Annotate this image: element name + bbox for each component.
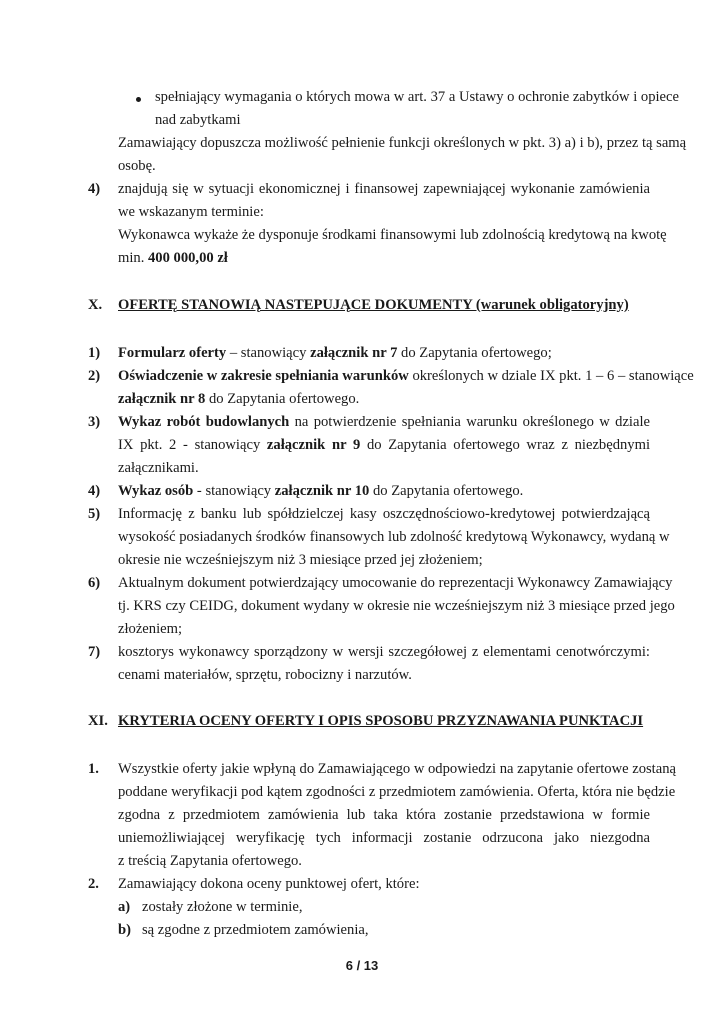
text: IX pkt. 2 - stanowiący <box>118 437 267 453</box>
item-text-line: we wskazanym terminie: <box>118 204 264 220</box>
sub-item-label: a) <box>118 899 131 915</box>
amount-value: 400 000,00 zł <box>148 250 228 266</box>
section-number: X. <box>88 297 103 313</box>
section-number: XI. <box>88 713 108 729</box>
bullet-icon <box>136 97 141 102</box>
list-item-cont: zgodna z przedmiotem zamówienia lub taka która zostanie przedstawiona w formie <box>118 807 650 823</box>
bold-text: Oświadczenie w zakresie spełniania warunków <box>118 368 409 384</box>
list-item: Zamawiający dokona oceny punktowej ofert, które: <box>118 876 420 892</box>
attachment-ref: załącznik nr 8 <box>118 391 206 407</box>
text: – stanowiący <box>226 345 311 361</box>
item-text-line: Wykonawca wykaże że dysponuje środkami finansowymi lub zdolnością kredytową na kwotę <box>118 227 667 243</box>
list-item-cont: z treścią Zapytania ofertowego. <box>118 853 302 869</box>
list-item-cont: złożeniem; <box>118 621 183 637</box>
item-number: 5) <box>88 506 101 522</box>
bold-text: Wykaz osób <box>118 483 194 499</box>
item-number: 3) <box>88 414 101 430</box>
sub-item-label: b) <box>118 922 131 938</box>
item-text-line <box>118 249 228 267</box>
list-item-cont: okresie nie wcześniejszym niż 3 miesiące przed jej złożeniem; <box>118 552 483 568</box>
item-number: 2. <box>88 876 99 892</box>
bold-text: Wykaz robót budowlanych <box>118 414 290 430</box>
text: do Zapytania ofertowego. <box>369 483 524 499</box>
sub-item-text: są zgodne z przedmiotem zamówienia, <box>142 922 369 938</box>
list-item: Informację z banku lub spółdzielczej kasy oszczędnościowo-kredytowej potwierdzającą <box>118 506 650 522</box>
item-number: 2) <box>88 368 101 384</box>
item-number: 7) <box>88 644 101 660</box>
bullet-text-line: nad zabytkami <box>155 112 241 128</box>
item-number: 6) <box>88 575 101 591</box>
list-item <box>118 413 650 431</box>
attachment-ref: załącznik nr 10 <box>274 483 370 499</box>
section-heading <box>118 712 643 730</box>
bold-text: Formularz oferty <box>118 345 227 361</box>
text: - stanowiący <box>193 483 275 499</box>
amount-prefix: min. <box>118 250 148 266</box>
list-item: Aktualnym dokument potwierdzający umocowanie do reprezentacji Wykonawcy Zamawiający <box>118 575 673 591</box>
text: do Zapytania ofertowego wraz z niezbędnymi <box>360 437 651 453</box>
text: określonych w dziale IX pkt. 1 – 6 – stanowiące <box>408 368 694 384</box>
item-number: 4) <box>88 181 101 197</box>
page-number: 6 / 13 <box>345 958 379 973</box>
sub-item-text: zostały złożone w terminie, <box>142 899 303 915</box>
paragraph-line: Zamawiający dopuszcza możliwość pełnienie funkcji określonych w pkt. 3) a) i b), przez tą samą <box>118 135 687 151</box>
list-item-cont: cenami materiałów, sprzętu, robocizny i narzutów. <box>118 667 412 683</box>
attachment-ref: załącznik nr 7 <box>310 345 398 361</box>
text: na potwierdzenie spełniania warunku określonego w dziale <box>289 414 650 430</box>
section-title: OFERTĘ STANOWIĄ NASTEPUJĄCE DOKUMENTY (warunek obligatoryjny) <box>118 297 629 313</box>
list-item-cont: wysokość posiadanych środków finansowych lub zdolność kredytową Wykonawcy, wydaną w <box>118 529 670 545</box>
section-heading <box>118 296 629 314</box>
list-item-cont <box>118 436 650 454</box>
list-item: Wszystkie oferty jakie wpłyną do Zamawiającego w odpowiedzi na zapytanie ofertowe zostaną <box>118 761 676 777</box>
list-item-cont: uniemożliwiającej weryfikację tych informacji zostanie odrzucona jako niezgodna <box>118 830 650 846</box>
item-text-line: znajdują się w sytuacji ekonomicznej i finansowej zapewniającej wykonanie zamówienia <box>118 181 650 197</box>
list-item-cont: poddane weryfikacji pod kątem zgodności z przedmiotem zamówienia. Oferta, która nie będzie <box>118 784 676 800</box>
list-item <box>118 482 523 500</box>
list-item <box>118 344 552 362</box>
list-item-cont <box>118 390 359 408</box>
list-item: kosztorys wykonawcy sporządzony w wersji szczegółowej z elementami cenotwórczymi: <box>118 644 650 660</box>
text: do Zapytania ofertowego; <box>397 345 552 361</box>
section-title: KRYTERIA OCENY OFERTY I OPIS SPOSOBU PRZYZNAWANIA PUNKTACJI <box>118 713 644 729</box>
attachment-ref: załącznik nr 9 <box>266 437 361 453</box>
item-number: 1) <box>88 345 101 361</box>
text: do Zapytania ofertowego. <box>205 391 360 407</box>
bullet-text-line: spełniający wymagania o których mowa w art. 37 a Ustawy o ochronie zabytków i opiece <box>155 89 679 105</box>
paragraph-line: osobę. <box>118 158 156 174</box>
item-number: 4) <box>88 483 101 499</box>
list-item <box>118 367 694 385</box>
list-item-cont: załącznikami. <box>118 460 199 476</box>
list-item-cont: tj. KRS czy CEIDG, dokument wydany w okresie nie wcześniejszym niż 3 miesiące przed jego <box>118 598 675 614</box>
item-number: 1. <box>88 761 99 777</box>
